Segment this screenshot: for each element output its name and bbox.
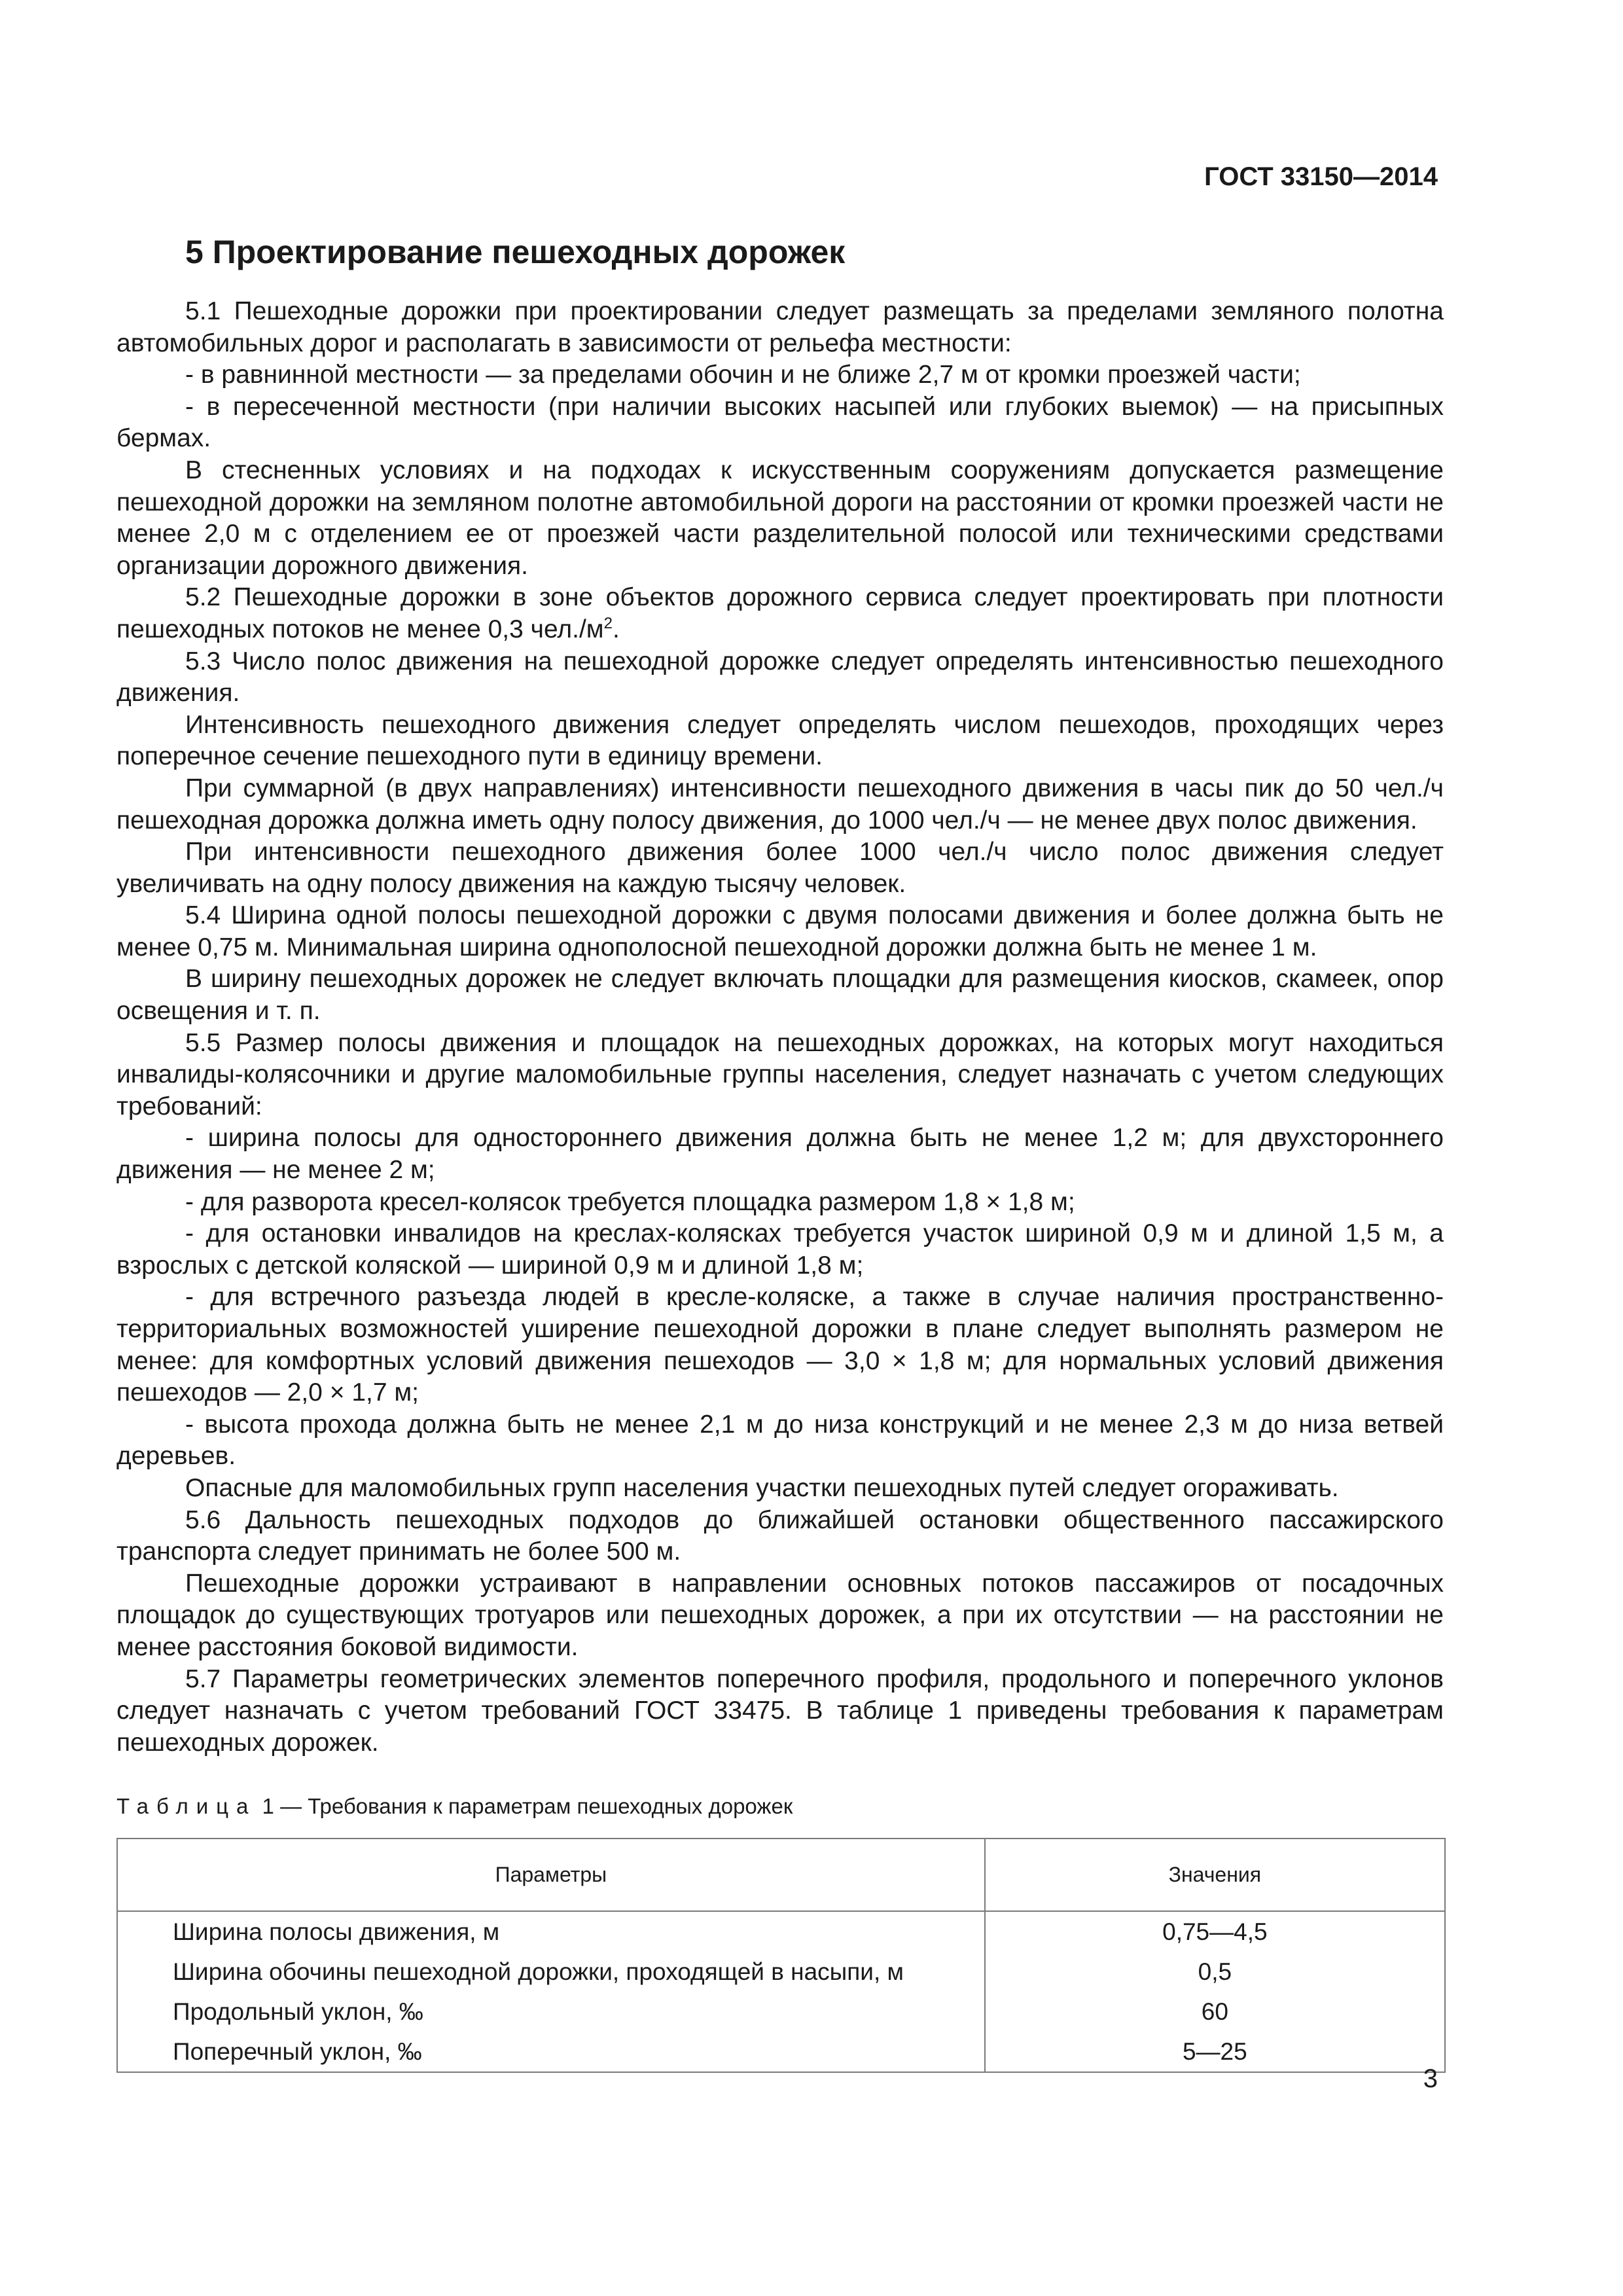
table-row — [117, 1952, 1445, 1992]
table-cell-parameter: Ширина обочины пешеходной дорожки, проходящей в насыпи, м — [117, 1952, 985, 1992]
table-cell-value: 60 — [985, 1992, 1445, 2032]
table-row — [117, 1992, 1445, 2032]
paragraph: Интенсивность пешеходного движения следует определять числом пешеходов, проходящих через поперечное сечение пешеходного пути в единицу времени. — [116, 710, 1444, 771]
paragraph: 5.1 Пешеходные дорожки при проектировании следует размещать за пределами земляного полотна автомобильных дорог и располагать в зависимости от рельефа местности: — [116, 297, 1444, 357]
paragraph: 5.5 Размер полосы движения и площадок на пешеходных дорожках, на которых могут находиться инвалиды-колясочники и другие маломобильные группы населения, следует назначать с учетом следующих требований: — [116, 1028, 1444, 1121]
paragraph: 5.7 Параметры геометрических элементов поперечного профиля, продольного и поперечного уклонов следует назначать с учетом требований ГОСТ 33475. В таблице 1 приведены требования к параметрам пешеходных дорожек. — [116, 1664, 1444, 1757]
table-cell-value: 0,75—4,5 — [985, 1911, 1445, 1952]
table-cell-value: 5—25 — [985, 2032, 1445, 2072]
paragraph: В ширину пешеходных дорожек не следует включать площадки для размещения киосков, скамеек, опор освещения и т. п. — [116, 965, 1444, 1026]
paragraph — [116, 582, 1444, 645]
table-row — [117, 2032, 1445, 2072]
paragraph-text: 5.2 Пешеходные дорожки в зоне объектов дорожного сервиса следует проектировать при плотности пешеходных потоков не менее 0,3 чел./м — [116, 583, 1444, 643]
list-item: - в равнинной местности — за пределами обочин и не ближе 2,7 м от кромки проезжей части; — [185, 361, 1301, 389]
paragraph: Опасные для маломобильных групп населения участки пешеходных путей следует огораживать. — [185, 1473, 1339, 1502]
section-title: 5 Проектирование пешеходных дорожек — [185, 234, 846, 270]
paragraph: 5.3 Число полос движения на пешеходной дорожке следует определять интенсивностью пешеходного движения. — [116, 647, 1444, 708]
paragraph: Пешеходные дорожки устраивают в направлении основных потоков пассажиров от посадочных площадок до существующих тротуаров или пешеходных дорожек, а при их отсутствии — на расстоянии не менее расстояния боковой видимости. — [116, 1569, 1444, 1661]
list-item: - для разворота кресел-колясок требуется площадка размером 1,8 × 1,8 м; — [185, 1187, 1075, 1216]
paragraph: 5.6 Дальность пешеходных подходов до ближайшей остановки общественного пассажирского транспорта следует принимать не более 500 м. — [116, 1505, 1444, 1566]
table-cell-parameter: Поперечный уклон, ‰ — [117, 2032, 985, 2072]
page-number: 3 — [1423, 2064, 1438, 2093]
paragraph: В стесненных условиях и на подходах к искусственным сооружениям допускается размещение пешеходной дорожки на земляном полотне автомобильной дороги на расстоянии от кромки проезжей части не менее 2,0 м с отделением ее от проезжей части разделительной полосой или техническими средствами организации дорожного движения. — [116, 456, 1444, 580]
paragraph: При суммарной (в двух направлениях) интенсивности пешеходного движения в часы пик до 50 чел./ч пешеходная дорожка должна иметь одну полосу движения, до 1000 чел./ч — не менее двух полос движения. — [116, 774, 1444, 834]
superscript: 2 — [603, 614, 613, 632]
table-cell-value: 0,5 — [985, 1952, 1445, 1992]
paragraph: 5.4 Ширина одной полосы пешеходной дорожки с двумя полосами движения и более должна быть не менее 0,75 м. Минимальная ширина однополосной пешеходной дорожки должна быть не менее 1 м. — [116, 901, 1444, 961]
list-item: - ширина полосы для одностороннего движения должна быть не менее 1,2 м; для двухстороннего движения — не менее 2 м; — [116, 1124, 1444, 1185]
list-item: - для встречного разъезда людей в кресле-коляске, а также в случае наличия пространственно-территориальных возможностей уширение пешеходной дорожки в плане следует выполнять размером не менее: для комфортных условий движения пешеходов — 3,0 × 1,8 м; для нормальных условий движения пешеходов — 2,0 × 1,7 м; — [116, 1283, 1444, 1407]
table-row — [117, 1911, 1445, 1952]
list-item: - для остановки инвалидов на креслах-колясках требуется участок шириной 0,9 м и длиной 1,5 м, а взрослых с детской коляской — шириной 0,9 м и длиной 1,8 м; — [116, 1219, 1444, 1280]
table-caption — [116, 1793, 793, 1820]
document-body — [116, 296, 1444, 1759]
list-item: - высота прохода должна быть не менее 2,1 м до низа конструкций и не менее 2,3 м до низа ветвей деревьев. — [116, 1410, 1444, 1471]
parameters-table — [116, 1838, 1446, 2073]
paragraph: При интенсивности пешеходного движения более 1000 чел./ч число полос движения следует увеличивать на одну полосу движения на каждую тысячу человек. — [116, 838, 1444, 898]
column-header-parameters: Параметры — [117, 1839, 985, 1911]
table-cell-parameter: Продольный уклон, ‰ — [117, 1992, 985, 2032]
column-header-values: Значения — [985, 1839, 1445, 1911]
paragraph-tail: . — [612, 615, 620, 643]
table-caption-label: Таблица — [116, 1794, 257, 1818]
table-cell-parameter: Ширина полосы движения, м — [117, 1911, 985, 1952]
document-code: ГОСТ 33150—2014 — [1204, 162, 1438, 191]
list-item: - в пересеченной местности (при наличии высоких насыпей или глубоких выемок) — на присыпных бермах. — [116, 392, 1444, 453]
table-header-row — [117, 1839, 1445, 1911]
table-caption-text: 1 — Требования к параметрам пешеходных дорожек — [256, 1794, 793, 1818]
